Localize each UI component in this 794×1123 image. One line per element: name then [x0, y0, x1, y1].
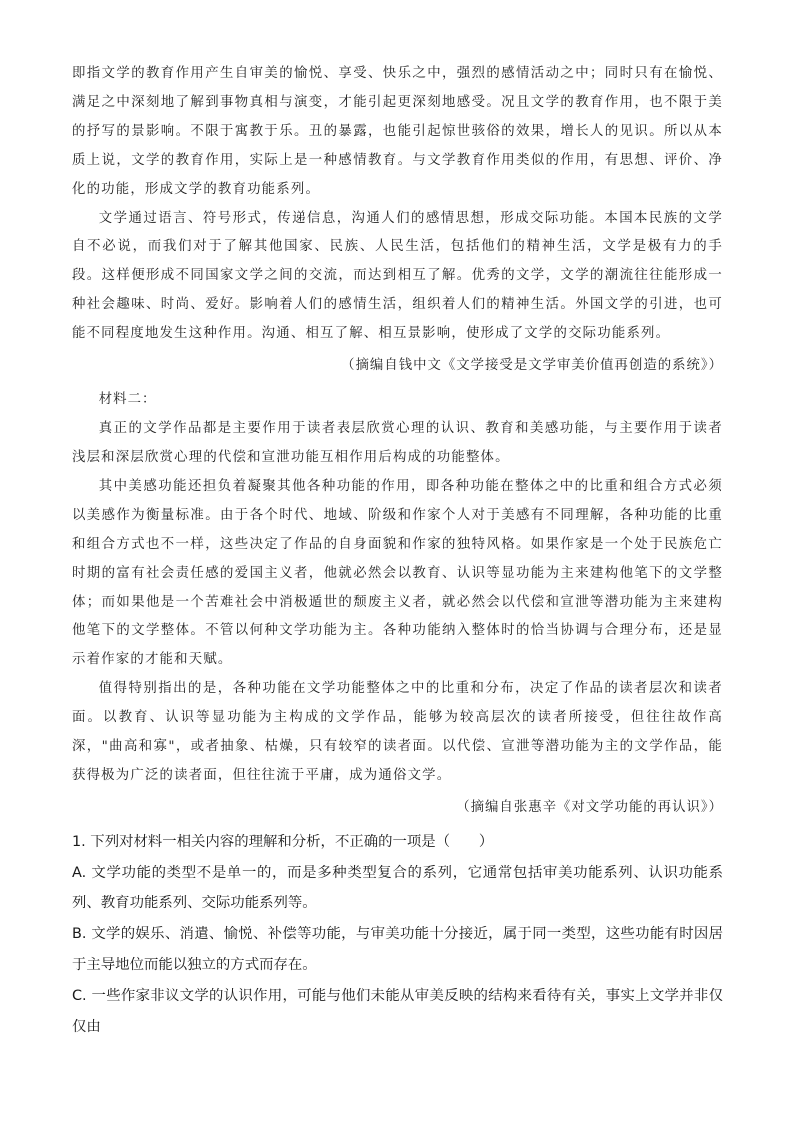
material1-paragraph-2: 文学通过语言、符号形式，传递信息，沟通人们的感情思想，形成交际功能。本国本民族的文学自不必说，而我们对于了解其他国家、民族、人民生活，包括他们的精神生活，文学是极有力的手段。这样便形成不同国家文学之间的交流，而达到相互了解。优秀的文学，文学的潮流往往能形成一种社会趣味、时尚、爱好。影响着人们的感情生活，组织着人们的精神生活。外国文学的引进，也可能不同程度地发生这种作用。沟通、相互了解、相互景影响，使形成了文学的交际功能系列。: [72, 210, 723, 342]
question-1-option-c: C. 一些作家非议文学的认识作用，可能与他们未能从审美反映的结构来看待有关，事实上文学并非仅仅由: [72, 987, 723, 1035]
material1-paragraph-1: 即指文学的教育作用产生自审美的愉悦、享受、快乐之中，强烈的感情活动之中；同时只有在愉悦、满足之中深刻地了解到事物真相与演变，才能引起更深刻地感受。况且文学的教育作用，也不限于美的抒写的景影响。不限于寓教于乐。丑的暴露，也能引起惊世骇俗的效果，增长人的见识。所以从本质上说，文学的教育作用，实际上是一种感情教育。与文学教育作用类似的作用，有思想、评价、净化的功能，形成文学的教育功能系列。: [72, 66, 723, 197]
material2-paragraph-1: 真正的文学作品都是主要作用于读者表层欣赏心理的认识、教育和美感功能，与主要作用于读者浅层和深层欣赏心理的代偿和宣泄功能互相作用后构成的功能整体。: [72, 421, 723, 465]
material1-source: （摘编自钱中文《文学接受是文学审美价值再创造的系统》）: [341, 358, 723, 374]
material2-paragraph-3: 值得特别指出的是，各种功能在文学功能整体之中的比重和分布，决定了作品的读者层次和读者面。以教育、认识等显功能为主构成的文学作品，能够为较高层次的读者所接受，但往往故作高深，"曲高和寡"，或者抽象、枯燥，只有较窄的读者面。以代偿、宣泄等潜功能为主的文学作品，能获得极为广泛的读者面，但往往流于平庸，成为通俗文学。: [72, 681, 723, 783]
material2-heading: 材料二：: [98, 392, 157, 408]
material2-paragraph-2: 其中美感功能还担负着凝聚其他各种功能的作用，即各种功能在整体之中的比重和组合方式必须以美感作为衡量标准。由于各个时代、地域、阶级和作家个人对于美感有不同理解，各种功能的比重和组合方式也不一样，这些决定了作品的自身面貌和作家的独特风格。如果作家是一个处于民族危亡时期的富有社会责任感的爱国主义者，他就必然会以教育、认识等显功能为主来建构他笔下的文学整体；而如果他是一个苦难社会中消极遁世的颓废主义者，就必然会以代偿和宣泄等潜功能为主来建构他笔下的文学整体。不管以何种文学功能为主。各种功能纳入整体时的恰当协调与合理分布，还是显示着作家的才能和天赋。: [72, 478, 723, 668]
question-1-option-b: B. 文学的娱乐、消遣、愉悦、补偿等功能，与审美功能十分接近，属于同一类型，这些功能有时因居于主导地位而能以独立的方式而存在。: [72, 926, 723, 974]
material2-source: （摘编自张惠辛《对文学功能的再认识》）: [456, 799, 723, 815]
document-body: [72, 60, 723, 1042]
question-1-option-a: A. 文学功能的类型不是单一的，而是多种类型复合的系列，它通常包括审美功能系列、认识功能系列、教育功能系列、交际功能系列等。: [72, 864, 723, 912]
question-1-stem: 1. 下列对材料一相关内容的理解和分析，不正确的一项是（ ）: [72, 833, 494, 850]
